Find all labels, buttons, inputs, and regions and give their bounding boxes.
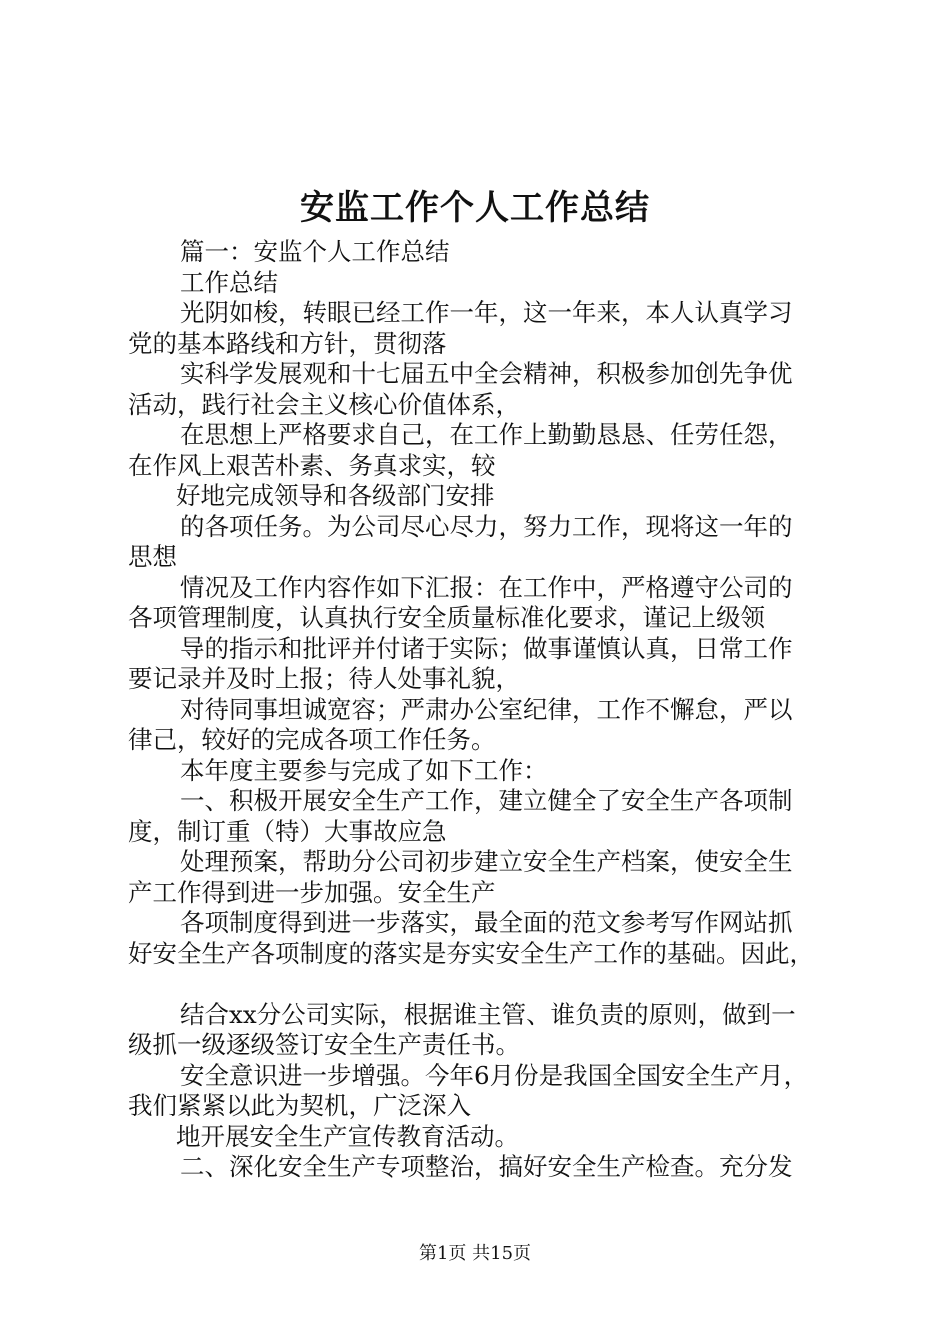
paragraph-line: 活动，践行社会主义核心价值体系， — [128, 389, 520, 419]
paragraph-line: 本年度主要参与完成了如下工作： — [180, 755, 548, 785]
paragraph-line: 好地完成领导和各级部门安排 — [176, 481, 495, 510]
paragraph-line: 好安全生产各项制度的落实是夯实安全生产工作的基础。因此， — [128, 938, 814, 968]
paragraph-line: 在作风上艰苦朴素、务真求实，较 — [128, 450, 496, 480]
paragraph-line: 律己，较好的完成各项工作任务。 — [128, 725, 496, 754]
paragraph-line: 情况及工作内容作如下汇报：在工作中，严格遵守公司的 — [180, 572, 793, 602]
blank-line — [128, 969, 840, 1000]
paragraph-line: 级抓一级逐级签订安全生产责任书。 — [128, 1030, 520, 1059]
paragraph-line: 的各项任务。为公司尽心尽力，努力工作，现将这一年的 — [180, 511, 793, 541]
paragraph-line: 要记录并及时上报；待人处事礼貌， — [128, 664, 520, 693]
paragraph-line: 安全意识进一步增强。今年6月份是我国全国安全生产月， — [180, 1060, 809, 1090]
paragraph-line: 结合xx分公司实际，根据谁主管、谁负责的原则，做到一 — [180, 999, 796, 1029]
paragraph-line: 思想 — [128, 542, 177, 571]
paragraph-line: 对待同事坦诚宽容；严肃办公室纪律，工作不懈怠，严以 — [180, 694, 793, 724]
document-title: 安监工作个人工作总结 — [300, 188, 650, 228]
paragraph-line: 我们紧紧以此为契机，广泛深入 — [128, 1091, 471, 1120]
page-number-footer: 第1页 共15页 — [418, 1243, 532, 1264]
paragraph-line: 一、积极开展安全生产工作，建立健全了安全生产各项制 — [180, 786, 793, 815]
paragraph-line: 导的指示和批评并付诸于实际；做事谨慎认真，日常工作 — [180, 633, 793, 663]
paragraph-line: 各项制度得到进一步落实，最全面的范文参考写作网站抓 — [180, 908, 793, 937]
paragraph-line: 各项管理制度，认真执行安全质量标准化要求，谨记上级领 — [128, 603, 765, 632]
paragraph-line: 党的基本路线和方针，贯彻落 — [128, 328, 447, 358]
paragraph-line: 二、深化安全生产专项整治，搞好安全生产检查。充分发 — [180, 1152, 793, 1181]
paragraph-line: 度，制订重（特）大事故应急 — [128, 816, 447, 846]
subtitle-line: 篇一：安监个人工作总结 — [180, 237, 450, 266]
paragraph-line: 产工作得到进一步加强。安全生产 — [128, 877, 496, 907]
paragraph-line: 光阴如梭，转眼已经工作一年，这一年来，本人认真学习 — [180, 298, 793, 327]
section-heading: 工作总结 — [180, 267, 278, 297]
document-body — [128, 237, 840, 1183]
paragraph-line: 实科学发展观和十七届五中全会精神，积极参加创先争优 — [180, 359, 793, 388]
paragraph-line: 处理预案，帮助分公司初步建立安全生产档案，使安全生 — [180, 847, 793, 876]
paragraph-line: 在思想上严格要求自己，在工作上勤勤恳恳、任劳任怨， — [180, 420, 793, 449]
paragraph-line: 地开展安全生产宣传教育活动。 — [176, 1121, 519, 1151]
